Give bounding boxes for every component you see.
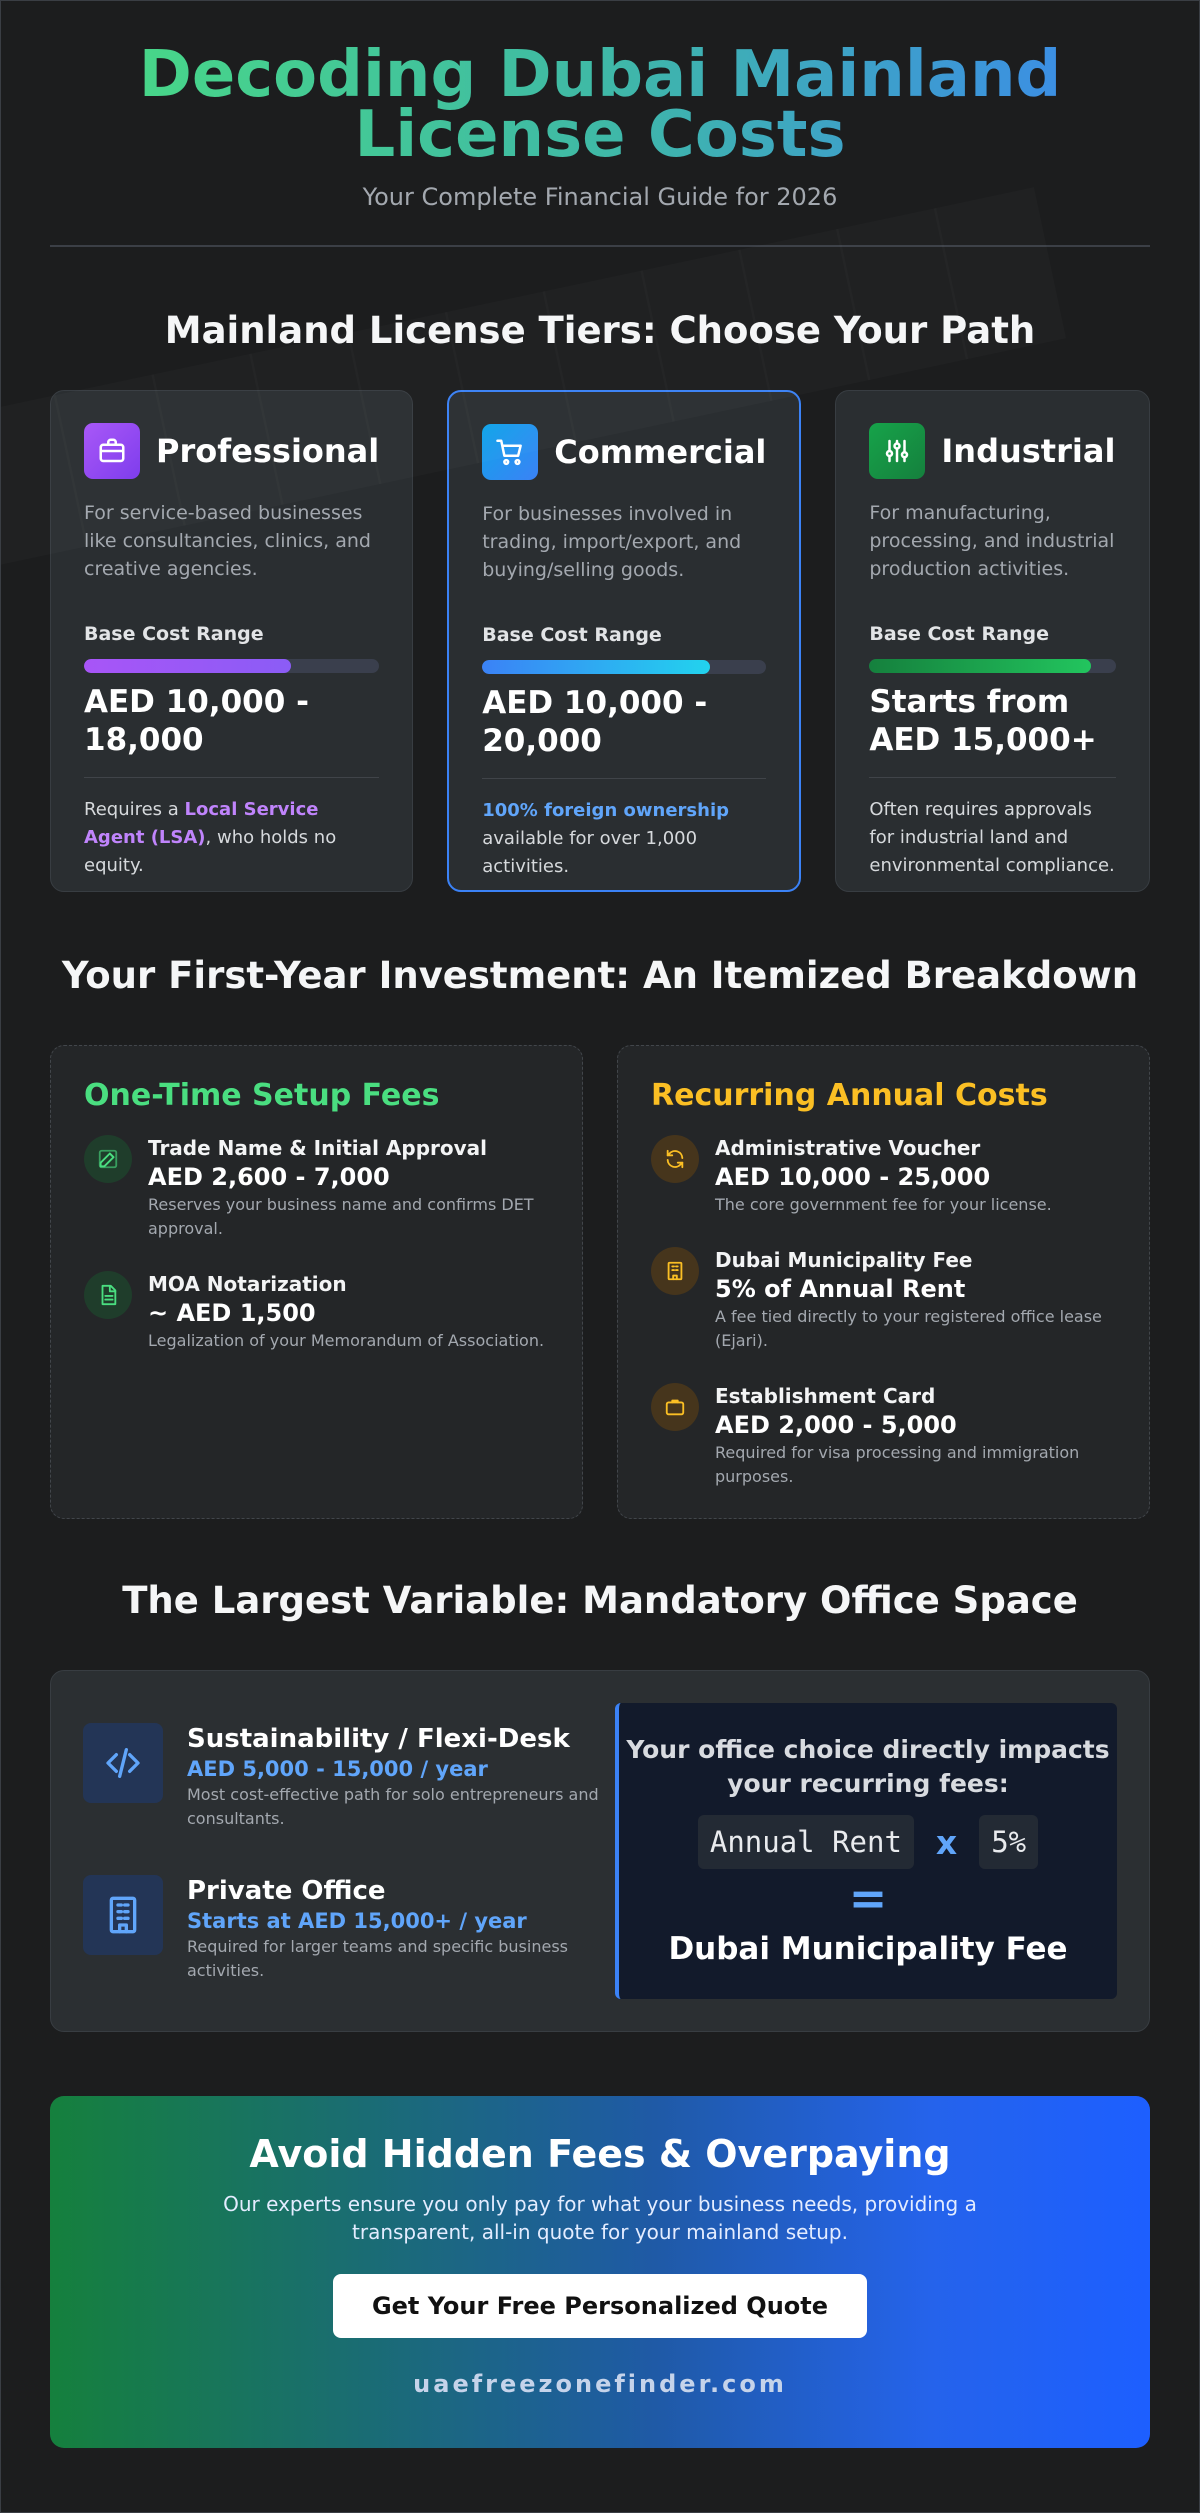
cost-range-bar	[84, 659, 379, 673]
cost-item-description: Required for visa processing and immigration purposes.	[715, 1443, 1080, 1486]
cost-range-bar	[869, 659, 1116, 673]
cost-item-value: AED 2,600 - 7,000	[148, 1163, 390, 1191]
cost-item-description: A fee tied directly to your registered office lease (Ejari).	[715, 1307, 1102, 1350]
tier-price: AED 10,000 - 20,000	[482, 685, 708, 759]
one-time-fees-title: One-Time Setup Fees	[84, 1078, 440, 1113]
page-title	[1, 38, 1199, 172]
formula-result: Dubai Municipality Fee	[668, 1931, 1068, 1967]
ownership-highlight: 100% foreign ownership	[482, 800, 730, 821]
tier-note-text: Requires a	[84, 799, 185, 820]
tier-name: Commercial	[554, 433, 767, 471]
tier-price: Starts from AED 15,000+	[869, 684, 1097, 758]
tier-note-text: available for over 1,000 activities.	[482, 828, 698, 877]
cost-item-value: 5% of Annual Rent	[715, 1275, 966, 1303]
range-label: Base Cost Range	[482, 624, 662, 646]
cost-item	[84, 1135, 549, 1241]
office-title: The Largest Variable: Mandatory Office Space	[122, 1579, 1078, 1622]
recurring-costs-title: Recurring Annual Costs	[651, 1078, 1048, 1113]
document-icon	[84, 1271, 132, 1319]
tier-note	[482, 797, 766, 881]
office-option-body	[187, 1723, 615, 1831]
cost-item-name: Dubai Municipality Fee	[715, 1248, 973, 1272]
recurring-costs-panel	[617, 1045, 1150, 1519]
lsa-highlight: Local Service Agent (LSA)	[84, 799, 319, 848]
cost-item-name: Trade Name & Initial Approval	[148, 1136, 488, 1160]
tier-header	[869, 423, 1116, 479]
get-quote-button[interactable]: Get Your Free Personalized Quote	[333, 2274, 867, 2338]
tier-name: Professional	[156, 432, 380, 470]
cost-item-body	[715, 1135, 1052, 1217]
cta-title: Avoid Hidden Fees & Overpaying	[249, 2132, 951, 2176]
breakdown-title: Your First-Year Investment: An Itemized Breakdown	[61, 954, 1139, 997]
cost-item-name: Establishment Card	[715, 1384, 936, 1408]
tier-note: Often requires approvals for industrial land and environmental compliance.	[869, 799, 1115, 876]
cost-item-description: The core government fee for your license.	[715, 1195, 1052, 1214]
tier-divider	[84, 777, 379, 778]
one-time-fees-panel	[50, 1045, 583, 1519]
formula-operand-rent: Annual Rent	[698, 1815, 914, 1869]
edit-icon	[84, 1135, 132, 1183]
formula-expression	[619, 1815, 1117, 1869]
tier-divider	[869, 777, 1116, 778]
tier-price: AED 10,000 - 18,000	[84, 684, 309, 758]
cost-item	[84, 1271, 549, 1353]
page-title-line-2: License Costs	[354, 98, 846, 172]
office-options	[83, 1703, 615, 1999]
tier-card-commercial	[447, 390, 801, 892]
office-building-icon	[83, 1875, 163, 1955]
sliders-icon	[869, 423, 925, 479]
cost-range-bar-fill	[84, 659, 291, 673]
cta-banner	[50, 2096, 1150, 2448]
range-label: Base Cost Range	[869, 623, 1049, 645]
tier-note-text: , who holds no equity.	[84, 827, 337, 876]
office-option-description: Required for larger teams and specific business activities.	[187, 1937, 568, 1980]
office-section	[50, 1670, 1150, 2032]
cost-item-body	[715, 1247, 1116, 1353]
office-option-price: AED 5,000 - 15,000 / year	[187, 1757, 488, 1781]
cost-item-value: AED 2,000 - 5,000	[715, 1411, 957, 1439]
code-icon	[83, 1723, 163, 1803]
fee-formula	[615, 1703, 1117, 1999]
formula-caption: Your office choice directly impacts your recurring fees:	[626, 1735, 1110, 1798]
tier-card-industrial	[835, 390, 1150, 892]
tier-description: For service-based businesses like consultancies, clinics, and creative agencies.	[84, 502, 371, 580]
tier-note	[84, 796, 379, 880]
formula-multiply-sign: x	[935, 1822, 958, 1862]
office-option-price: Starts at AED 15,000+ / year	[187, 1909, 527, 1933]
office-option-private-office	[83, 1875, 615, 1983]
cost-item	[651, 1247, 1116, 1353]
range-label: Base Cost Range	[84, 623, 264, 645]
shopping-cart-icon	[482, 424, 538, 480]
header-divider	[50, 245, 1150, 247]
header	[1, 1, 1199, 211]
tiers-title: Mainland License Tiers: Choose Your Path	[164, 309, 1036, 352]
cost-range-bar-fill	[869, 659, 1091, 673]
cost-item-description: Reserves your business name and confirms DET approval.	[148, 1195, 534, 1238]
breakdown-grid	[1, 1045, 1199, 1519]
page-title-line-1: Decoding Dubai Mainland	[138, 38, 1062, 112]
tier-description: For manufacturing, processing, and industrial production activities.	[869, 502, 1115, 580]
formula-operand-rate: 5%	[979, 1815, 1038, 1869]
cost-item-name: MOA Notarization	[148, 1272, 347, 1296]
tiers-grid	[1, 390, 1199, 892]
cost-item-body	[148, 1271, 544, 1353]
formula-equals-sign: =	[848, 1871, 888, 1925]
tier-name: Industrial	[941, 432, 1116, 470]
cost-item-description: Legalization of your Memorandum of Association.	[148, 1331, 545, 1350]
tier-description: For businesses involved in trading, import/export, and buying/selling goods.	[482, 503, 742, 581]
cost-item	[651, 1135, 1116, 1217]
cta-text: Our experts ensure you only pay for what your business needs, providing a transparent, all-in quote for your mainland setup.	[223, 2192, 977, 2244]
cost-range-bar-fill	[482, 660, 709, 674]
cost-item-value: AED 10,000 - 25,000	[715, 1163, 991, 1191]
cost-item-body	[148, 1135, 549, 1241]
office-option-flexi-desk	[83, 1723, 615, 1831]
building-icon	[651, 1247, 699, 1295]
page-subtitle: Your Complete Financial Guide for 2026	[362, 183, 838, 211]
briefcase-icon	[84, 423, 140, 479]
office-option-body	[187, 1875, 615, 1983]
office-option-description: Most cost-effective path for solo entrepreneurs and consultants.	[187, 1785, 599, 1828]
cost-item-value: ~ AED 1,500	[148, 1299, 316, 1327]
tier-header	[84, 423, 379, 479]
website-url[interactable]: uaefreezonefinder.com	[413, 2370, 787, 2398]
cost-range-bar	[482, 660, 766, 674]
office-option-name: Sustainability / Flexi-Desk	[187, 1724, 570, 1754]
tier-card-professional	[50, 390, 413, 892]
refresh-icon	[651, 1135, 699, 1183]
tier-divider	[482, 778, 766, 779]
card-icon	[651, 1383, 699, 1431]
office-option-name: Private Office	[187, 1876, 386, 1906]
tier-header	[482, 424, 766, 480]
cost-item-name: Administrative Voucher	[715, 1136, 981, 1160]
cost-item-body	[715, 1383, 1116, 1489]
cost-item	[651, 1383, 1116, 1489]
